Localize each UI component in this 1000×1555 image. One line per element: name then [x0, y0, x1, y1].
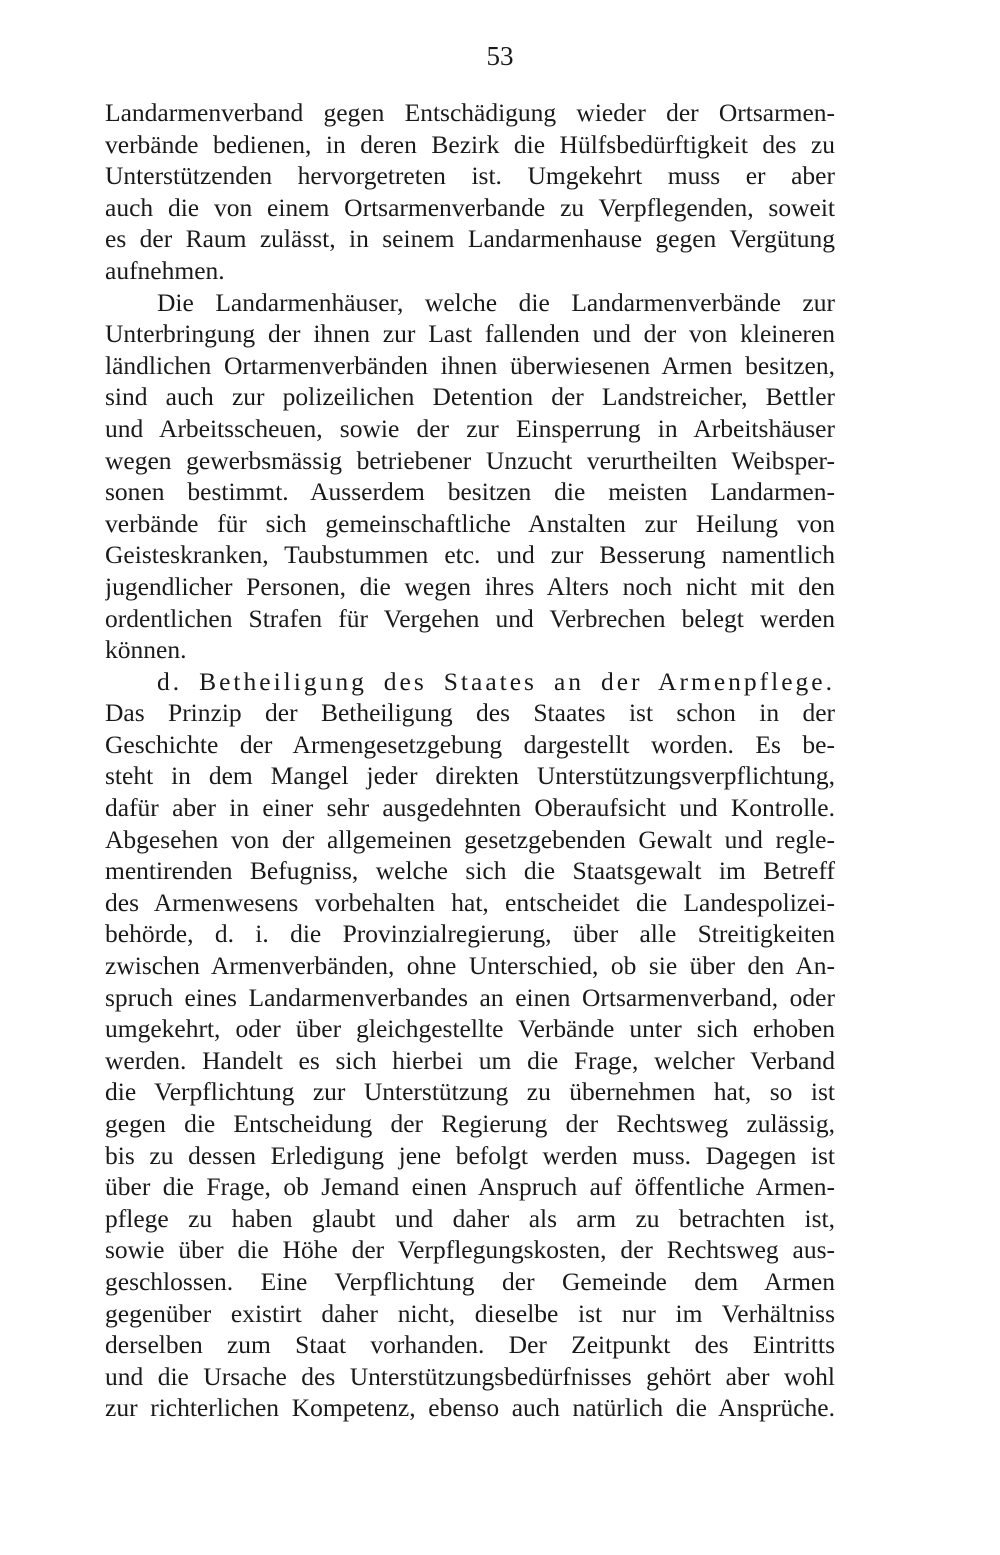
- text-line: steht in dem Mangel jeder direkten Unterstützungsverpflichtung,: [105, 761, 835, 791]
- text-line: derselben zum Staat vorhanden. Der Zeitpunkt des Eintritts: [105, 1330, 835, 1360]
- text-line: verbände bedienen, in deren Bezirk die Hülfsbedürftigkeit des zu: [105, 129, 835, 159]
- text-line: auch die von einem Ortsarmenverbande zu Verpflegenden, soweit: [105, 192, 835, 222]
- text-line: aufnehmen.: [105, 255, 225, 285]
- text-line: zur richterlichen Kompetenz, ebenso auch natürlich die Ansprüche.: [105, 1393, 835, 1423]
- text-line: sind auch zur polizeilichen Detention der Landstreicher, Bettler: [105, 382, 835, 412]
- text-line: verbände für sich gemeinschaftliche Anstalten zur Heilung von: [105, 508, 835, 538]
- text-line: es der Raum zulässt, in seinem Landarmenhause gegen Vergütung: [105, 224, 835, 254]
- text-line: Das Prinzip der Betheiligung des Staates ist schon in der: [105, 698, 835, 728]
- text-line: Geisteskranken, Taubstummen etc. und zur Besserung namentlich: [105, 540, 835, 570]
- text-line: behörde, d. i. die Provinzialregierung, über alle Streitigkeiten: [105, 919, 835, 949]
- text-line: Die Landarmenhäuser, welche die Landarmenverbände zur: [157, 287, 835, 317]
- text-line: gegenüber existirt daher nicht, dieselbe ist nur im Verhältniss: [105, 1298, 835, 1328]
- text-line: über die Frage, ob Jemand einen Anspruch auf öffentliche Armen-: [105, 1172, 835, 1202]
- text-line: Geschichte der Armengesetzgebung dargestellt worden. Es be-: [105, 729, 835, 759]
- text-line: Unterstützenden hervorgetreten ist. Umgekehrt muss er aber: [105, 161, 835, 191]
- text-line: ordentlichen Strafen für Vergehen und Verbrechen belegt werden: [105, 603, 835, 633]
- text-line: dafür aber in einer sehr ausgedehnten Oberaufsicht und Kontrolle.: [105, 793, 835, 823]
- text-line: sowie über die Höhe der Verpflegungskosten, der Rechtsweg aus-: [105, 1235, 835, 1265]
- section-heading: d. Betheiligung des Staates an der Armenpflege.: [157, 666, 835, 696]
- text-line: mentirenden Befugniss, welche sich die Staatsgewalt im Betreff: [105, 856, 835, 886]
- text-line: zwischen Armenverbänden, ohne Unterschied, ob sie über den An-: [105, 951, 835, 981]
- text-line: und die Ursache des Unterstützungsbedürfnisses gehört aber wohl: [105, 1361, 835, 1391]
- body-text: [105, 97, 835, 1424]
- text-line: Unterbringung der ihnen zur Last fallenden und der von kleineren: [105, 319, 835, 349]
- text-line: des Armenwesens vorbehalten hat, entscheidet die Landespolizei-: [105, 887, 835, 917]
- text-line: gegen die Entscheidung der Regierung der Rechtsweg zulässig,: [105, 1109, 835, 1138]
- text-line: Landarmenverband gegen Entschädigung wieder der Ortsarmen-: [105, 98, 835, 127]
- text-line: sonen bestimmt. Ausserdem besitzen die meisten Landarmen-: [105, 477, 835, 507]
- text-line: pflege zu haben glaubt und daher als arm zu betrachten ist,: [105, 1203, 835, 1233]
- text-line: die Verpflichtung zur Unterstützung zu übernehmen hat, so ist: [105, 1077, 835, 1107]
- page-number: 53: [486, 41, 514, 71]
- text-line: und Arbeitsscheuen, sowie der zur Einsperrung in Arbeitshäuser: [105, 413, 835, 443]
- text-line: bis zu dessen Erledigung jene befolgt werden muss. Dagegen ist: [105, 1140, 835, 1170]
- text-line: jugendlicher Personen, die wegen ihres Alters noch nicht mit den: [105, 571, 835, 601]
- text-line: umgekehrt, oder über gleichgestellte Verbände unter sich erhoben: [105, 1014, 835, 1044]
- text-line: spruch eines Landarmenverbandes an einen Ortsarmenverband, oder: [105, 982, 835, 1012]
- text-line: geschlossen. Eine Verpflichtung der Gemeinde dem Armen: [105, 1266, 835, 1296]
- text-line: Abgesehen von der allgemeinen gesetzgebenden Gewalt und regle-: [105, 824, 835, 854]
- text-line: können.: [105, 635, 187, 665]
- text-line: wegen gewerbsmässig betriebener Unzucht verurtheilten Weibsper-: [105, 445, 835, 475]
- text-line: ländlichen Ortarmenverbänden ihnen überwiesenen Armen besitzen,: [105, 350, 835, 380]
- text-line: werden. Handelt es sich hierbei um die Frage, welcher Verband: [105, 1045, 835, 1075]
